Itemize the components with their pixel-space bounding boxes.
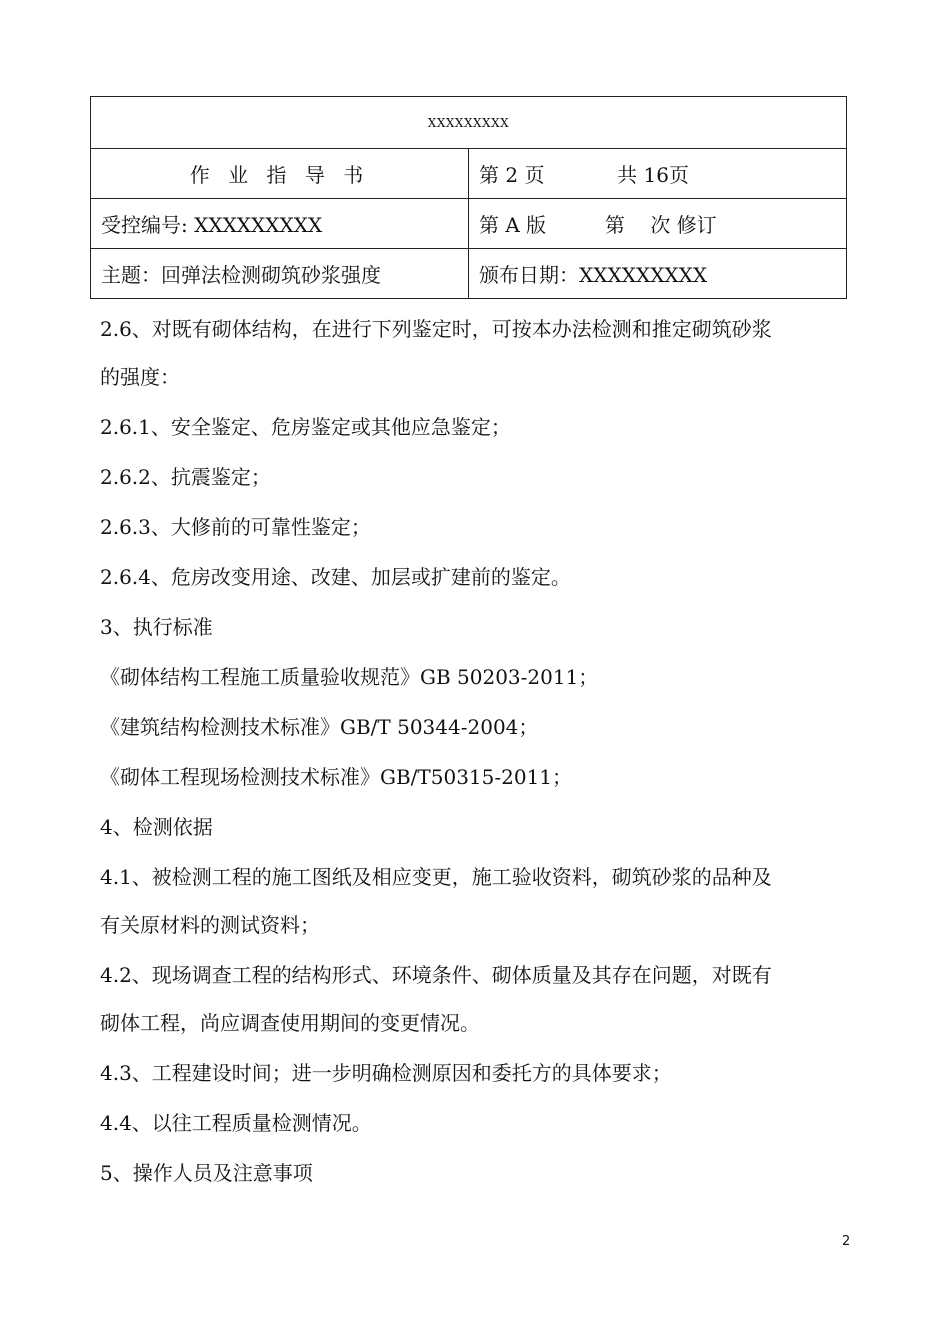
section-heading: 5、操作人员及注意事项 — [100, 1161, 313, 1185]
header-table — [90, 96, 847, 299]
body-line: 2.6.3、大修前的可靠性鉴定； — [100, 515, 371, 539]
body-line: 《砌体工程现场检测技术标准》GB/T50315-2011； — [100, 765, 573, 789]
page-info — [469, 149, 847, 199]
section-heading: 4、检测依据 — [100, 815, 213, 839]
body-line: 《建筑结构检测技术标准》GB/T 50344-2004； — [100, 715, 539, 739]
body-line: 2.6、对既有砌体结构，在进行下列鉴定时，可按本办法检测和推定砌筑砂浆 — [100, 317, 772, 341]
subject: 主题：回弹法检测砌筑砂浆强度 — [91, 249, 469, 299]
body-line: 《砌体结构工程施工质量验收规范》GB 50203-2011； — [100, 665, 599, 689]
body-line: 的强度： — [100, 365, 180, 389]
doc-type: 作 业 指 导 书 — [91, 149, 469, 199]
section-heading: 3、执行标准 — [100, 615, 213, 639]
body-line: 4.3、工程建设时间；进一步明确检测原因和委托方的具体要求； — [100, 1061, 672, 1085]
version-info — [469, 199, 847, 249]
body-line: 砌体工程，尚应调查使用期间的变更情况。 — [100, 1011, 480, 1035]
header-row-subject — [91, 249, 847, 299]
org-name: XXXXXXXXX — [91, 97, 847, 149]
header-row-title — [91, 149, 847, 199]
revision-label: 第 次 修订 — [604, 213, 717, 237]
header-row-org — [91, 97, 847, 149]
header-row-control — [91, 199, 847, 249]
issue-date: 颁布日期：XXXXXXXXX — [469, 249, 847, 299]
body-line: 2.6.4、危房改变用途、改建、加层或扩建前的鉴定。 — [100, 565, 571, 589]
body-line: 4.2、现场调查工程的结构形式、环境条件、砌体质量及其存在问题，对既有 — [100, 963, 772, 987]
body-line: 4.1、被检测工程的施工图纸及相应变更，施工验收资料，砌筑砂浆的品种及 — [100, 865, 772, 889]
control-number: 受控编号: XXXXXXXXX — [91, 199, 469, 249]
body-line: 2.6.2、抗震鉴定； — [100, 465, 271, 489]
page-label: 第 2 页 — [479, 163, 545, 187]
total-pages-label: 共 16页 — [617, 163, 689, 187]
version-label: 第 A 版 — [479, 213, 547, 237]
body-line: 有关原材料的测试资料； — [100, 913, 320, 937]
body-line: 4.4、以往工程质量检测情况。 — [100, 1111, 372, 1135]
body-line: 2.6.1、安全鉴定、危房鉴定或其他应急鉴定； — [100, 415, 511, 439]
page-number: 2 — [842, 1234, 851, 1249]
